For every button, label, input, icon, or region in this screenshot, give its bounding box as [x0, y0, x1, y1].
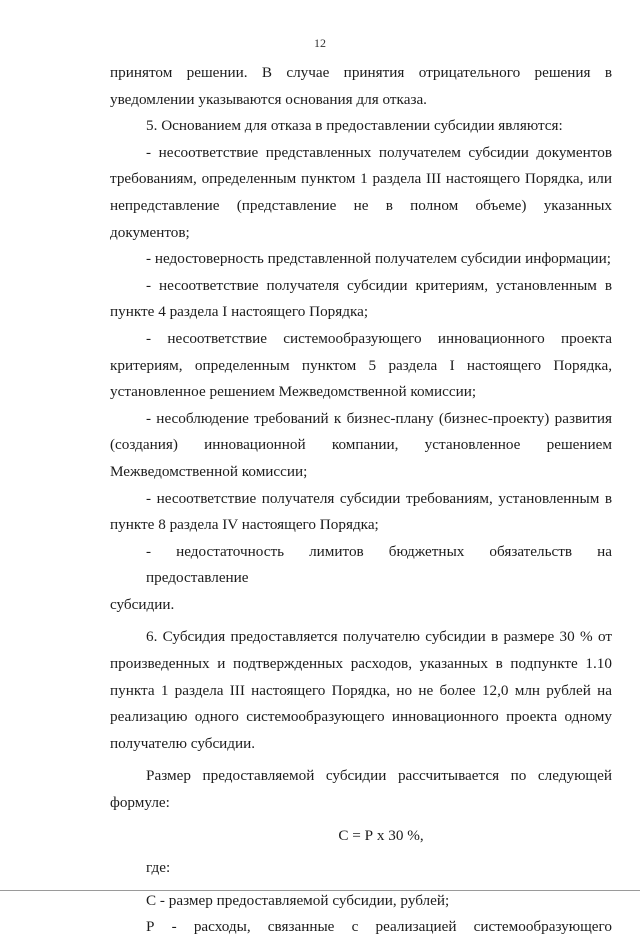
text-line: - несоответствие получателя субсидии критериям, установленным в	[146, 276, 612, 294]
text-line: пункте 4 раздела I настоящего Порядка;	[110, 303, 369, 321]
paragraph-decision	[110, 60, 612, 113]
text-line: уведомлении указываются основания для отказа.	[110, 90, 427, 108]
text-line: Размер предоставляемой субсидии рассчитывается по следующей	[146, 767, 612, 785]
text-line: принятом решении. В случае принятия отрицательного решения в	[110, 64, 612, 81]
list-item-requirements-mismatch	[110, 486, 612, 539]
list-item-business-plan	[110, 406, 612, 486]
text-line: субсидии.	[110, 595, 175, 613]
list-item-documents-mismatch	[110, 140, 612, 246]
text-line: произведенных и подтвержденных расходов, указанных в подпункте 1.10	[110, 655, 612, 673]
list-item-criteria-mismatch	[110, 273, 612, 326]
paragraph-subsidy-amount	[110, 624, 612, 757]
text-line: установленное решением Межведомственной комиссии;	[110, 383, 477, 401]
text-line: Р - расходы, связанные с реализацией системообразующего	[146, 918, 612, 936]
text-line: получателю субсидии.	[110, 734, 256, 752]
formula: С = Р х 30 %,	[338, 826, 424, 844]
text-line: реализацию одного системообразующего инновационного проекта одному	[110, 708, 612, 726]
text-line: (создания) инновационной компании, установленное решением	[110, 436, 612, 454]
text-line: - несоблюдение требований к бизнес-плану (бизнес-проекту) развития	[146, 409, 612, 427]
document-body	[110, 60, 612, 941]
list-item-budget-limits	[110, 539, 612, 619]
text-line: - недостаточность лимитов бюджетных обязательств на предоставление	[146, 542, 612, 587]
definition-c: С - размер предоставляемой субсидии, рублей;	[146, 891, 450, 909]
page-bottom-rule	[0, 890, 640, 891]
text-line: - несоответствие представленных получателем субсидии документов	[146, 143, 612, 161]
definition-p	[110, 914, 612, 941]
text-line: требованиям, определенным пунктом 1 раздела III настоящего Порядка, или	[110, 170, 612, 188]
text-line: - несоответствие системообразующего инновационного проекта	[146, 329, 612, 347]
text-line: формуле:	[110, 794, 170, 812]
text-line: Межведомственной комиссии;	[110, 462, 308, 480]
paragraph-refusal-grounds: 5. Основанием для отказа в предоставлении субсидии являются:	[146, 117, 563, 135]
text-line: критериям, определенным пунктом 5 раздела I настоящего Порядка,	[110, 356, 612, 374]
paragraph-calculation	[110, 763, 612, 816]
list-item-unreliable-info: - недостоверность представленной получателем субсидии информации;	[146, 250, 611, 268]
page-number: 12	[314, 36, 326, 50]
formula-where: где:	[146, 859, 171, 877]
text-line: непредставление (представление не в полном объеме) указанных документов;	[110, 196, 612, 241]
text-line: - несоответствие получателя субсидии требованиям, установленным в	[146, 489, 612, 507]
text-line: пункта 1 раздела III настоящего Порядка, но не более 12,0 млн рублей на	[110, 681, 612, 699]
text-line: пункте 8 раздела IV настоящего Порядка;	[110, 516, 379, 534]
text-line: 6. Субсидия предоставляется получателю субсидии в размере 30 % от	[146, 628, 612, 646]
list-item-project-mismatch	[110, 326, 612, 406]
